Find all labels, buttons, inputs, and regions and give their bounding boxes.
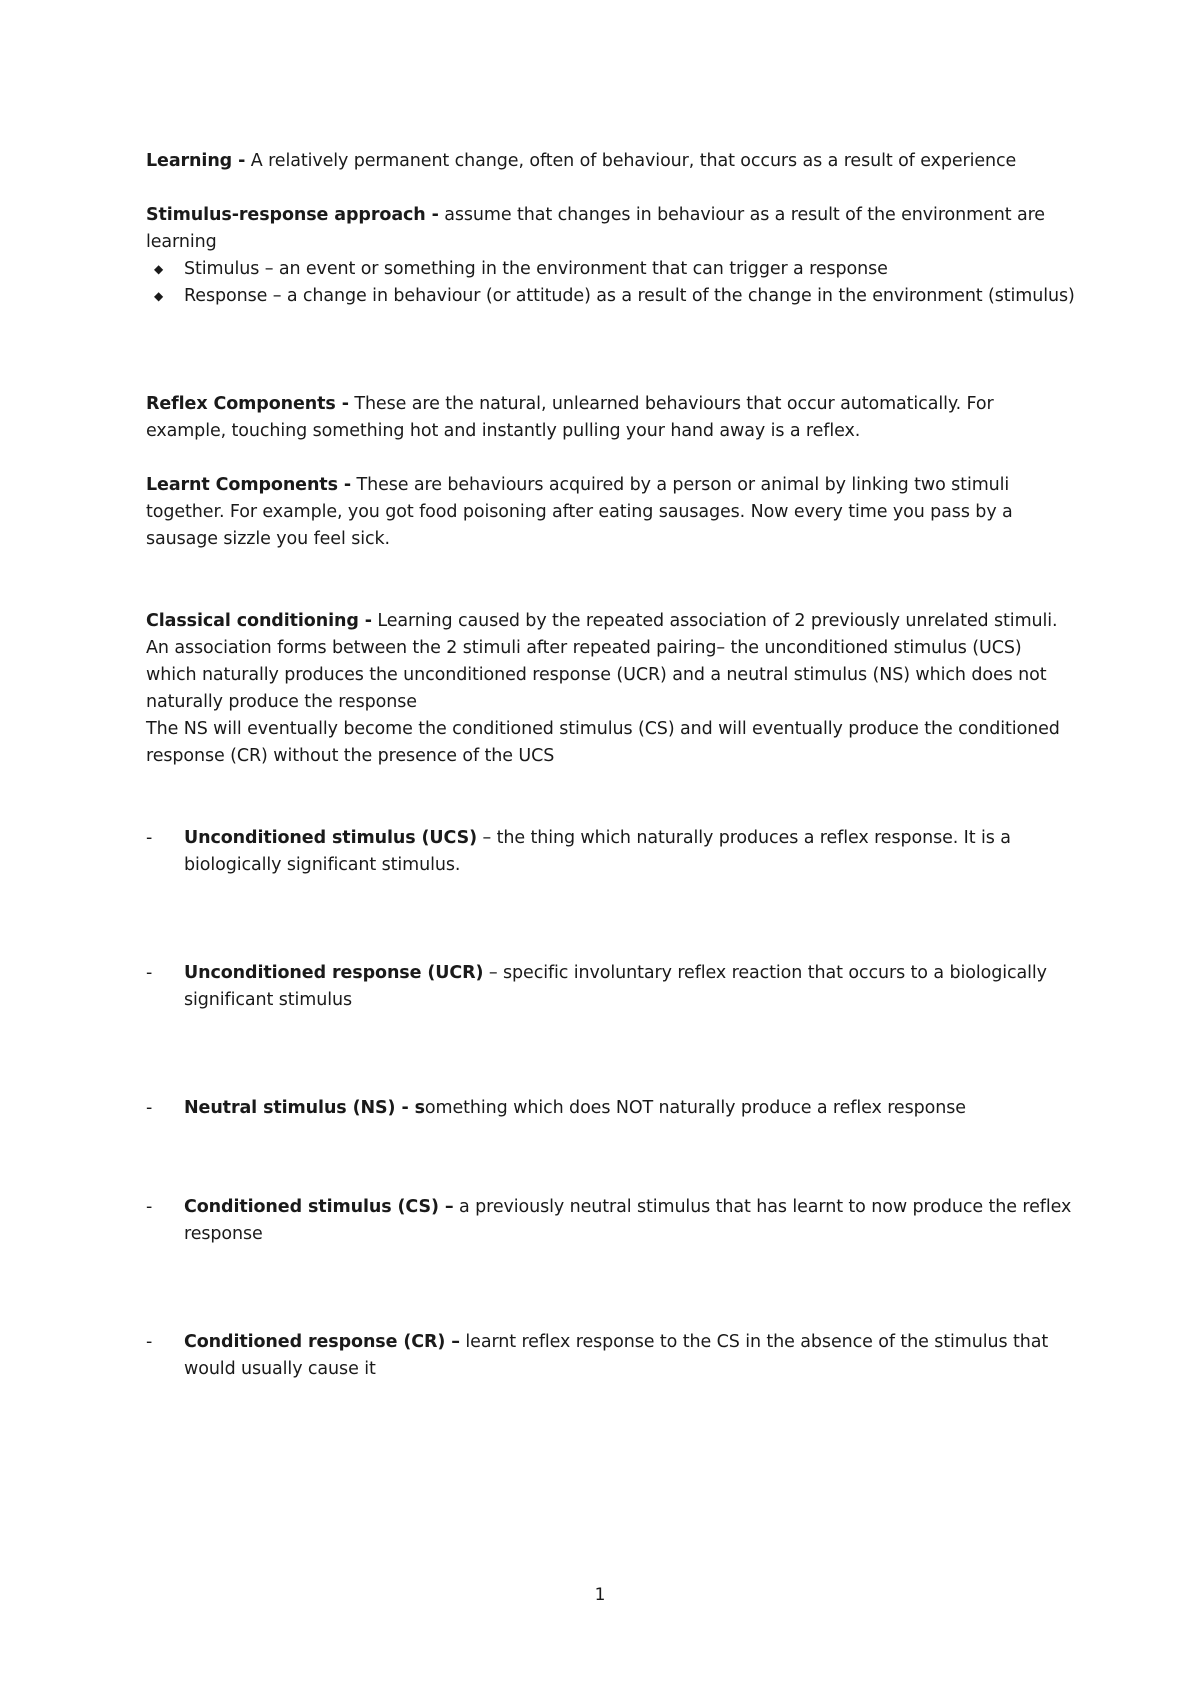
cr-text: learnt reflex response to the CS in the absence of the stimulus that would usually cause it (184, 1332, 1049, 1379)
cs-text: a previously neutral stimulus that has learnt to now produce the reflex response (184, 1197, 1072, 1244)
definition-ucs (146, 825, 1076, 879)
classical-conditioning-definition (146, 608, 1076, 635)
classical-conditioning-paragraph-3: The NS will eventually become the conditioned stimulus (CS) and will eventually produce the conditioned response (CR) without the presence of the UCS (146, 719, 1060, 766)
ns-text: omething which does NOT naturally produce a reflex response (424, 1098, 966, 1118)
classical-conditioning-section (146, 608, 1076, 770)
dash-bullet: - (146, 1332, 153, 1352)
ucr-term: Unconditioned response (UCR) (184, 963, 484, 983)
classical-conditioning-term: Classical conditioning - (146, 611, 372, 631)
ucr-text: – specific involuntary reflex reaction that occurs to a biologically significant stimulus (184, 963, 1047, 1010)
reflex-components-text: These are the natural, unlearned behaviours that occur automatically. For example, touching something hot and instantly pulling your hand away is a reflex. (146, 394, 994, 441)
list-item (146, 256, 1076, 283)
dash-bullet: - (146, 1098, 153, 1118)
stimulus-response-text: assume that changes in behaviour as a result of the environment are learning (146, 205, 1045, 252)
page-number: 1 (594, 1585, 606, 1605)
bullet-response: Response – a change in behaviour (or attitude) as a result of the change in the environment (stimulus) (184, 286, 1075, 306)
learning-term: Learning - (146, 151, 246, 171)
definition-cr (146, 1329, 1076, 1383)
stimulus-response-definition (146, 202, 1076, 310)
definition-ucr (146, 960, 1076, 1014)
learnt-components-definition (146, 472, 1076, 553)
ucs-text: – the thing which naturally produces a reflex response. It is a biologically significant stimulus. (184, 828, 1011, 875)
diamond-bullet-icon: ◆ (154, 262, 164, 276)
cr-term: Conditioned response (CR) – (184, 1332, 460, 1352)
diamond-bullet-icon: ◆ (154, 289, 164, 303)
reflex-components-definition (146, 391, 1076, 445)
classical-conditioning-text: Learning caused by the repeated association of 2 previously unrelated stimuli. (371, 611, 1058, 631)
dash-bullet: - (146, 828, 153, 848)
list-item (146, 283, 1076, 310)
learning-definition (146, 148, 1076, 175)
reflex-components-term: Reflex Components - (146, 394, 349, 414)
definition-cs (146, 1194, 1076, 1248)
ucs-term: Unconditioned stimulus (UCS) (184, 828, 477, 848)
learning-text: A relatively permanent change, often of behaviour, that occurs as a result of experience (245, 151, 1017, 171)
cs-term: Conditioned stimulus (CS) – (184, 1197, 454, 1217)
dash-bullet: - (146, 963, 153, 983)
classical-conditioning-paragraph-2: An association forms between the 2 stimuli after repeated pairing– the unconditioned stimulus (UCS) which naturally produces the unconditioned response (UCR) and a neutral stimulus (NS) which does not naturally produce the response (146, 638, 1047, 712)
ns-term: Neutral stimulus (NS) - s (184, 1098, 425, 1118)
learnt-components-term: Learnt Components - (146, 475, 352, 495)
bullet-stimulus: Stimulus – an event or something in the environment that can trigger a response (184, 259, 888, 279)
learnt-components-text: These are behaviours acquired by a person or animal by linking two stimuli together. For example, you got food poisoning after eating sausages. Now every time you pass by a sausage sizzle you feel sick. (146, 475, 1013, 549)
dash-bullet: - (146, 1197, 153, 1217)
stimulus-response-term: Stimulus-response approach - (146, 205, 439, 225)
definition-ns (146, 1095, 1076, 1122)
